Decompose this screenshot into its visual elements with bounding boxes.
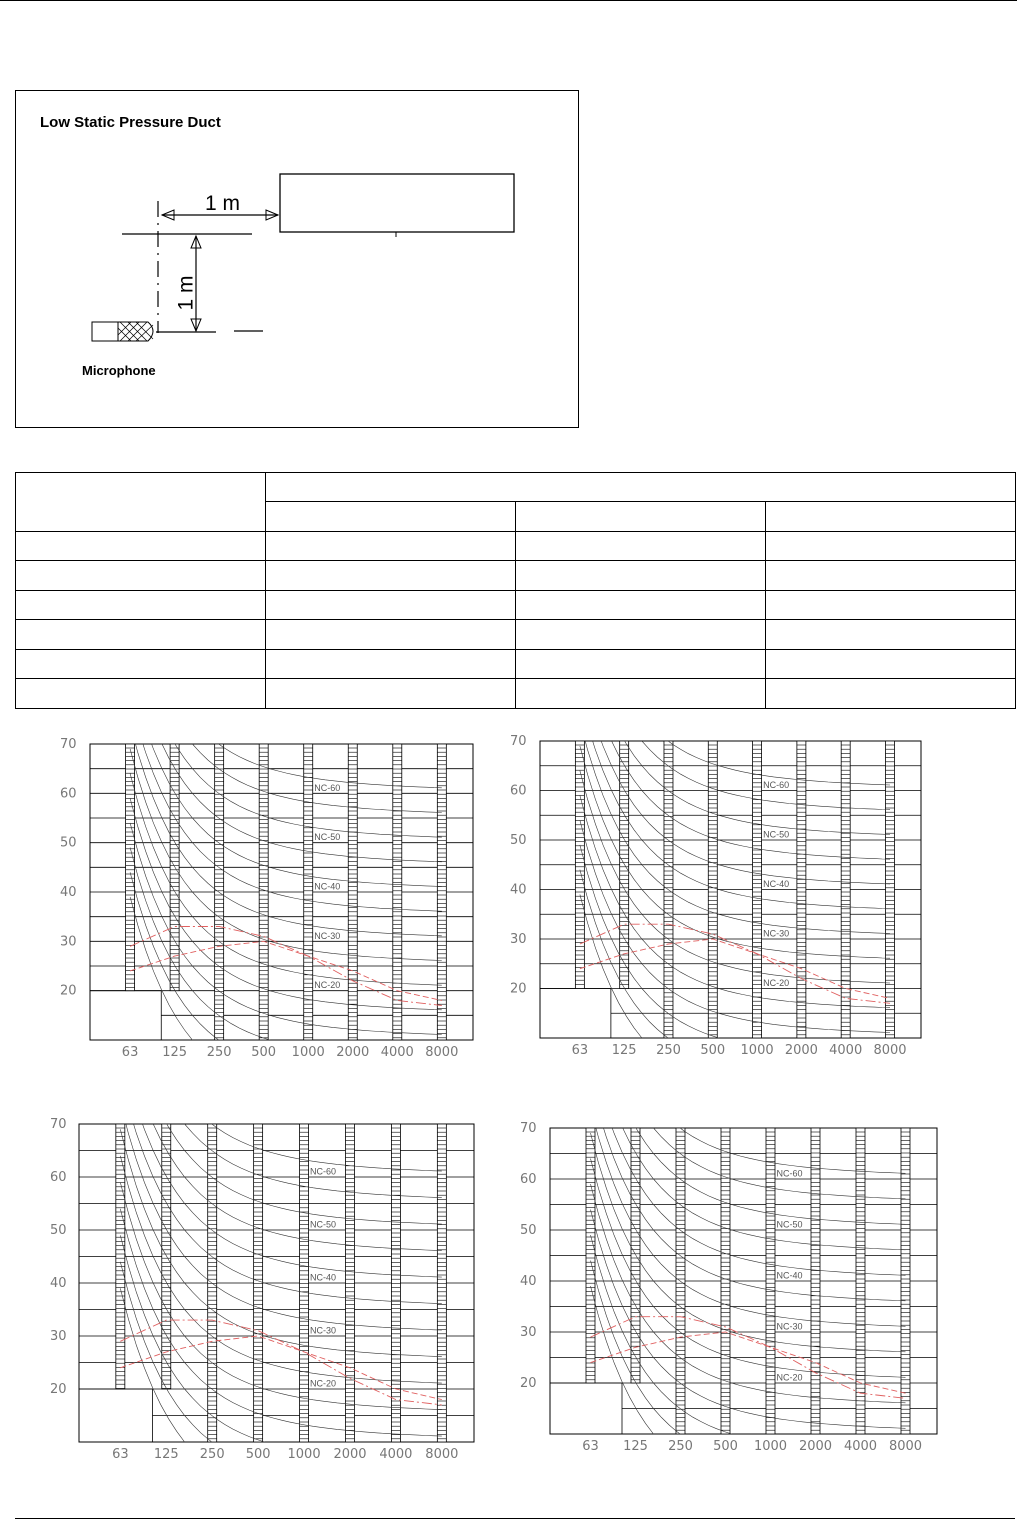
vertical-dimension-label: 1 m xyxy=(174,275,198,311)
nc-curve-label: NC-30 xyxy=(314,930,341,941)
x-tick-label: 63 xyxy=(112,1447,129,1462)
y-tick-label: 70 xyxy=(520,1121,537,1136)
table-row xyxy=(16,591,1016,620)
horizontal-dimension-label: 1 m xyxy=(205,192,241,215)
octave-band-column xyxy=(348,744,357,1040)
x-tick-label: 4000 xyxy=(843,1439,878,1454)
octave-band-column xyxy=(162,1124,171,1389)
x-tick-label: 2000 xyxy=(798,1439,833,1454)
x-tick-label: 2000 xyxy=(333,1447,367,1462)
table-cell xyxy=(766,591,1016,620)
octave-band-column xyxy=(631,1128,640,1383)
y-tick-label: 30 xyxy=(60,934,77,950)
x-tick-label: 500 xyxy=(713,1439,738,1454)
band-outline xyxy=(300,1124,309,1442)
noise-table xyxy=(15,472,1016,709)
octave-band-column xyxy=(811,1128,820,1434)
nc-curve-label: NC-60 xyxy=(310,1166,337,1177)
nc-curve-label: NC-20 xyxy=(763,978,790,989)
x-tick-label: 63 xyxy=(121,1045,139,1060)
octave-band-column xyxy=(586,1128,595,1383)
y-tick-label: 40 xyxy=(60,885,77,900)
table-cell xyxy=(766,620,1016,650)
band-outline xyxy=(797,741,806,1038)
x-tick-label: 125 xyxy=(162,1045,188,1060)
y-tick-label: 70 xyxy=(60,737,77,752)
nc-curve-label: NC-50 xyxy=(776,1219,803,1230)
y-tick-label: 40 xyxy=(520,1274,537,1289)
octave-band-column xyxy=(766,1128,775,1434)
nc-curve-label: NC-40 xyxy=(776,1270,803,1281)
table-cell xyxy=(516,561,766,591)
octave-band-column xyxy=(126,744,135,991)
measurement-diagram xyxy=(15,90,579,428)
nc-curve-label: NC-20 xyxy=(776,1372,803,1383)
octave-band-column xyxy=(885,741,894,1038)
y-tick-label: 40 xyxy=(510,882,527,898)
octave-band-column xyxy=(575,741,584,989)
x-tick-label: 500 xyxy=(245,1447,271,1462)
table-cell xyxy=(766,679,1016,709)
nc-curve-label: NC-40 xyxy=(314,881,341,892)
table-cell xyxy=(266,561,516,591)
table-cell xyxy=(766,561,1016,591)
x-tick-label: 250 xyxy=(668,1439,693,1454)
band-outline xyxy=(753,741,762,1038)
top-rule xyxy=(0,0,1017,1)
band-outline xyxy=(631,1128,640,1383)
chart-svg xyxy=(505,731,941,1064)
y-tick-label: 70 xyxy=(50,1117,67,1132)
x-tick-label: 500 xyxy=(700,1043,726,1058)
octave-band-column xyxy=(393,744,402,1040)
chart-svg xyxy=(55,734,493,1066)
x-tick-label: 4000 xyxy=(379,1447,413,1462)
y-tick-label: 20 xyxy=(60,983,77,999)
nc-curve-label: NC-50 xyxy=(763,829,790,840)
diagram-title: Low Static Pressure Duct xyxy=(40,114,221,131)
y-tick-label: 60 xyxy=(510,783,527,799)
nc-curve-label: NC-50 xyxy=(314,832,341,843)
table-row xyxy=(16,532,1016,561)
chart-svg xyxy=(515,1118,957,1460)
table-header-row xyxy=(16,473,1016,502)
nc-curve-label: NC-60 xyxy=(314,782,341,793)
x-tick-label: 63 xyxy=(571,1043,589,1058)
table-cell xyxy=(766,650,1016,679)
x-tick-label: 125 xyxy=(623,1439,648,1454)
chart-svg xyxy=(44,1114,494,1468)
y-tick-label: 50 xyxy=(50,1223,67,1238)
nc-curve-label: NC-20 xyxy=(310,1378,337,1389)
table-cell xyxy=(16,591,266,620)
nc-chart-1 xyxy=(55,734,493,1066)
y-tick-label: 30 xyxy=(50,1329,67,1344)
band-outline xyxy=(254,1124,263,1442)
table-cell xyxy=(16,679,266,709)
octave-band-column xyxy=(345,1124,354,1442)
octave-band-column xyxy=(170,744,179,991)
microphone-body-icon xyxy=(92,322,118,341)
y-tick-label: 50 xyxy=(60,835,77,851)
table-row xyxy=(16,679,1016,709)
octave-band-column xyxy=(437,1124,446,1442)
octave-band-column xyxy=(856,1128,865,1434)
nc-curve-label: NC-60 xyxy=(776,1168,803,1179)
table-cell xyxy=(766,532,1016,561)
x-tick-label: 1000 xyxy=(287,1447,321,1462)
octave-band-column xyxy=(708,741,717,1038)
x-tick-label: 250 xyxy=(656,1043,681,1058)
x-tick-label: 63 xyxy=(582,1439,599,1454)
octave-band-column xyxy=(391,1124,400,1442)
octave-band-column xyxy=(841,741,850,1038)
octave-band-column xyxy=(797,741,806,1038)
x-tick-label: 2000 xyxy=(336,1045,370,1060)
x-tick-label: 8000 xyxy=(425,1447,459,1462)
x-tick-label: 1000 xyxy=(753,1439,788,1454)
table-header-cell xyxy=(266,473,1016,502)
nc-curve-label: NC-60 xyxy=(763,780,790,791)
table-row xyxy=(16,650,1016,679)
x-tick-label: 125 xyxy=(153,1447,179,1462)
band-outline xyxy=(708,741,717,1038)
band-outline xyxy=(116,1124,125,1389)
y-tick-label: 20 xyxy=(520,1376,537,1391)
x-tick-label: 250 xyxy=(206,1045,232,1060)
x-tick-label: 4000 xyxy=(380,1045,414,1060)
y-tick-label: 30 xyxy=(510,932,527,947)
table-cell xyxy=(16,532,266,561)
table-row xyxy=(16,620,1016,650)
nc-chart-4 xyxy=(515,1118,957,1460)
octave-band-column xyxy=(259,744,268,1040)
x-tick-label: 125 xyxy=(611,1043,637,1058)
indoor-unit-outline xyxy=(280,174,514,232)
y-tick-label: 60 xyxy=(50,1170,67,1185)
table-row xyxy=(16,561,1016,591)
band-outline xyxy=(345,1124,354,1442)
table-cell xyxy=(266,532,516,561)
y-tick-label: 40 xyxy=(50,1276,67,1291)
y-tick-label: 20 xyxy=(50,1382,67,1397)
nc-curve-label: NC-40 xyxy=(310,1272,337,1283)
octave-band-column xyxy=(304,744,313,1040)
table-cell xyxy=(516,679,766,709)
octave-band-column xyxy=(901,1128,910,1434)
nc-chart-3 xyxy=(44,1114,494,1468)
y-tick-label: 30 xyxy=(520,1325,537,1340)
microphone-label: Microphone xyxy=(82,363,156,378)
octave-band-column xyxy=(116,1124,125,1389)
nc-curve-label: NC-30 xyxy=(763,928,790,939)
x-tick-label: 2000 xyxy=(784,1043,818,1058)
band-outline xyxy=(437,1124,446,1442)
octave-band-column xyxy=(300,1124,309,1442)
table-cell xyxy=(266,679,516,709)
band-outline xyxy=(575,741,584,989)
bottom-rule xyxy=(15,1518,1015,1519)
nc-curve-label: NC-30 xyxy=(310,1325,337,1336)
nc-curve-label: NC-40 xyxy=(763,879,790,890)
octave-band-column xyxy=(721,1128,730,1434)
table-cell xyxy=(266,591,516,620)
table-header-cell xyxy=(16,473,266,532)
nc-curve-label: NC-20 xyxy=(314,980,341,991)
y-tick-label: 20 xyxy=(510,981,527,997)
octave-band-column xyxy=(620,741,629,989)
y-tick-label: 50 xyxy=(510,833,527,848)
band-outline xyxy=(162,1124,171,1389)
band-outline xyxy=(885,741,894,1038)
x-tick-label: 500 xyxy=(251,1045,277,1060)
octave-band-column xyxy=(254,1124,263,1442)
diagram-drawing xyxy=(16,91,580,429)
x-tick-label: 250 xyxy=(199,1447,225,1462)
y-tick-label: 60 xyxy=(60,786,77,802)
x-tick-label: 8000 xyxy=(873,1043,907,1058)
table-cell xyxy=(16,650,266,679)
nc-curve-label: NC-50 xyxy=(310,1219,337,1230)
table-cell xyxy=(516,650,766,679)
table-header-cell xyxy=(766,502,1016,532)
x-tick-label: 1000 xyxy=(740,1043,774,1058)
band-outline xyxy=(841,741,850,1038)
nc-chart-2 xyxy=(505,731,941,1064)
table-cell xyxy=(266,620,516,650)
table-cell xyxy=(516,532,766,561)
y-tick-label: 70 xyxy=(510,734,527,749)
x-tick-label: 4000 xyxy=(829,1043,863,1058)
table-cell xyxy=(516,620,766,650)
x-tick-label: 1000 xyxy=(291,1045,325,1060)
band-outline xyxy=(586,1128,595,1383)
table-header-cell xyxy=(516,502,766,532)
y-tick-label: 50 xyxy=(520,1223,537,1238)
table-cell xyxy=(516,591,766,620)
y-tick-label: 60 xyxy=(520,1172,537,1187)
table-cell xyxy=(266,650,516,679)
table-cell xyxy=(16,620,266,650)
x-tick-label: 8000 xyxy=(425,1045,459,1060)
nc-curve-label: NC-30 xyxy=(776,1321,803,1332)
band-outline xyxy=(391,1124,400,1442)
x-tick-label: 8000 xyxy=(888,1439,923,1454)
octave-band-column xyxy=(437,744,446,1040)
table-header-cell xyxy=(266,502,516,532)
band-outline xyxy=(620,741,629,989)
table-cell xyxy=(16,561,266,591)
octave-band-column xyxy=(753,741,762,1038)
